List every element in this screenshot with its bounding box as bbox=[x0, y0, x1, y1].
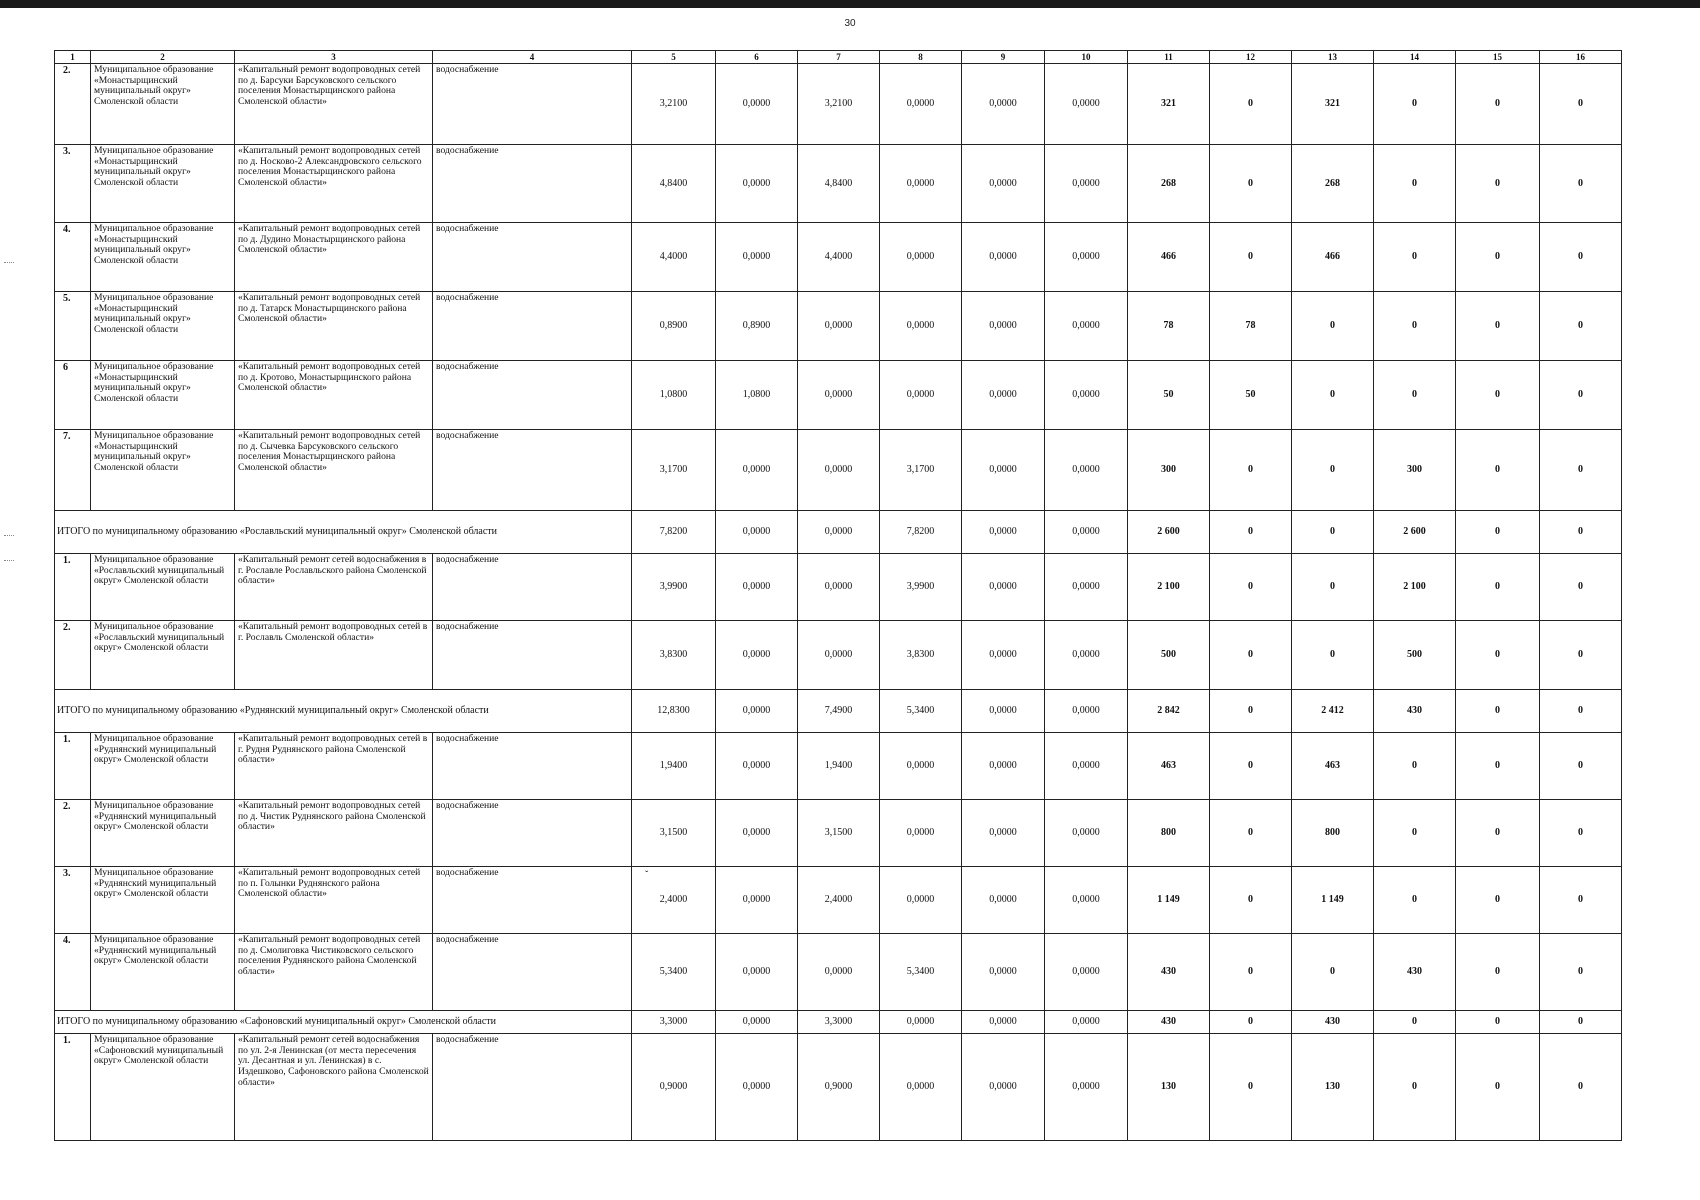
municipality-cell: Муниципальное образование «Руднянский муниципальный округ» Смоленской области bbox=[91, 733, 235, 800]
value-cell: 0 bbox=[1374, 733, 1456, 800]
value-cell: 4,4000 bbox=[798, 223, 880, 292]
value-cell: 466 bbox=[1292, 223, 1374, 292]
value-cell: 3,1700 bbox=[880, 430, 962, 511]
column-header: 5 bbox=[632, 51, 716, 64]
value-cell: 0 bbox=[1540, 145, 1622, 223]
value-cell: 0 bbox=[1540, 800, 1622, 867]
value-cell: 0,0000 bbox=[1045, 511, 1128, 554]
table-row bbox=[55, 554, 1622, 621]
value-cell: 3,8300 bbox=[632, 621, 716, 690]
type-cell: водоснабжение bbox=[433, 934, 632, 1011]
municipality-cell: Муниципальное образование «Рославльский муниципальный округ» Смоленской области bbox=[91, 621, 235, 690]
value-cell: 300 bbox=[1128, 430, 1210, 511]
type-cell: водоснабжение bbox=[433, 361, 632, 430]
value-cell: 0,9000 bbox=[632, 1034, 716, 1141]
row-number: 2. bbox=[55, 64, 91, 145]
table-row bbox=[55, 867, 1622, 934]
value-cell: 0,0000 bbox=[880, 292, 962, 361]
value-cell: 78 bbox=[1210, 292, 1292, 361]
value-cell: 0 bbox=[1210, 621, 1292, 690]
value-cell: 268 bbox=[1292, 145, 1374, 223]
value-cell: 0,0000 bbox=[880, 733, 962, 800]
value-cell: 0,0000 bbox=[798, 361, 880, 430]
value-cell: 0 bbox=[1540, 430, 1622, 511]
value-cell: 0,0000 bbox=[880, 223, 962, 292]
value-cell: 0 bbox=[1456, 64, 1540, 145]
value-cell: 321 bbox=[1292, 64, 1374, 145]
value-cell: 2 100 bbox=[1128, 554, 1210, 621]
object-cell: «Капитальный ремонт сетей водоснабжения по ул. 2-я Ленинская (от места пересечения ул. Десантная и ул. Ленинская) в с. Издешково, Сафоновского района Смоленской области» bbox=[235, 1034, 433, 1141]
object-cell: «Капитальный ремонт водопроводных сетей в г. Рославль Смоленской области» bbox=[235, 621, 433, 690]
value-cell: 800 bbox=[1128, 800, 1210, 867]
column-header-row bbox=[55, 51, 1622, 64]
value-cell: 0,0000 bbox=[962, 690, 1045, 733]
row-number: 7. bbox=[55, 430, 91, 511]
value-cell: 0 bbox=[1210, 430, 1292, 511]
value-cell: 5,3400 bbox=[880, 934, 962, 1011]
municipality-cell: Муниципальное образование «Сафоновский муниципальный округ» Смоленской области bbox=[91, 1034, 235, 1141]
column-header: 12 bbox=[1210, 51, 1292, 64]
type-cell: водоснабжение bbox=[433, 1034, 632, 1141]
municipality-cell: Муниципальное образование «Монастырщинский муниципальный округ» Смоленской области bbox=[91, 223, 235, 292]
value-cell: 0 bbox=[1540, 867, 1622, 934]
value-cell: 0 bbox=[1540, 621, 1622, 690]
value-cell: 0 bbox=[1374, 1011, 1456, 1034]
value-cell: 4,8400 bbox=[798, 145, 880, 223]
value-cell: 0 bbox=[1540, 690, 1622, 733]
value-cell: 0,0000 bbox=[1045, 430, 1128, 511]
value-cell: 0 bbox=[1210, 733, 1292, 800]
total-label: ИТОГО по муниципальному образованию «Рославльский муниципальный округ» Смоленской области bbox=[55, 511, 632, 554]
value-cell: 0,0000 bbox=[716, 690, 798, 733]
table-row bbox=[55, 800, 1622, 867]
total-label: ИТОГО по муниципальному образованию «Сафоновский муниципальный округ» Смоленской области bbox=[55, 1011, 632, 1034]
value-cell: 0 bbox=[1292, 511, 1374, 554]
municipality-cell: Муниципальное образование «Рославльский муниципальный округ» Смоленской области bbox=[91, 554, 235, 621]
value-cell: 0,0000 bbox=[1045, 145, 1128, 223]
row-number: 1. bbox=[55, 733, 91, 800]
municipality-cell: Муниципальное образование «Монастырщинский муниципальный округ» Смоленской области bbox=[91, 292, 235, 361]
value-cell: 0 bbox=[1292, 430, 1374, 511]
value-cell: 7,4900 bbox=[798, 690, 880, 733]
value-cell: 0,0000 bbox=[880, 64, 962, 145]
table-row bbox=[55, 621, 1622, 690]
margin-mark bbox=[4, 560, 14, 561]
object-cell: «Капитальный ремонт водопроводных сетей по п. Голынки Руднянского района Смоленской области» bbox=[235, 867, 433, 934]
type-cell: водоснабжение bbox=[433, 554, 632, 621]
value-cell: 0,0000 bbox=[716, 621, 798, 690]
value-cell: 0,0000 bbox=[1045, 690, 1128, 733]
value-cell: 0 bbox=[1210, 690, 1292, 733]
value-cell: 0,0000 bbox=[962, 361, 1045, 430]
value-cell: 0,0000 bbox=[1045, 621, 1128, 690]
type-cell: водоснабжение bbox=[433, 223, 632, 292]
stray-mark: ˇ bbox=[645, 870, 649, 881]
value-cell: 466 bbox=[1128, 223, 1210, 292]
value-cell: 500 bbox=[1128, 621, 1210, 690]
value-cell: 0,0000 bbox=[716, 554, 798, 621]
total-label: ИТОГО по муниципальному образованию «Руднянский муниципальный округ» Смоленской области bbox=[55, 690, 632, 733]
value-cell: 0 bbox=[1374, 867, 1456, 934]
type-cell: водоснабжение bbox=[433, 800, 632, 867]
value-cell: 2,4000 bbox=[632, 867, 716, 934]
value-cell: 0 bbox=[1456, 361, 1540, 430]
value-cell: 430 bbox=[1374, 934, 1456, 1011]
column-header: 6 bbox=[716, 51, 798, 64]
value-cell: 2 412 bbox=[1292, 690, 1374, 733]
column-header: 14 bbox=[1374, 51, 1456, 64]
object-cell: «Капитальный ремонт водопроводных сетей по д. Сычевка Барсуковского сельского поселения Монастырщинского района Смоленской области» bbox=[235, 430, 433, 511]
value-cell: 0,0000 bbox=[962, 733, 1045, 800]
value-cell: 0,0000 bbox=[716, 64, 798, 145]
value-cell: 0 bbox=[1210, 223, 1292, 292]
value-cell: 0 bbox=[1540, 1034, 1622, 1141]
value-cell: 0 bbox=[1456, 800, 1540, 867]
value-cell: 3,9900 bbox=[880, 554, 962, 621]
value-cell: 0 bbox=[1374, 292, 1456, 361]
margin-mark bbox=[4, 535, 14, 536]
value-cell: 0,0000 bbox=[962, 1011, 1045, 1034]
value-cell: 0,0000 bbox=[962, 800, 1045, 867]
value-cell: 1,9400 bbox=[798, 733, 880, 800]
value-cell: 0,0000 bbox=[1045, 292, 1128, 361]
type-cell: водоснабжение bbox=[433, 292, 632, 361]
value-cell: 0 bbox=[1210, 554, 1292, 621]
value-cell: 130 bbox=[1128, 1034, 1210, 1141]
value-cell: 1 149 bbox=[1128, 867, 1210, 934]
value-cell: 0 bbox=[1374, 64, 1456, 145]
municipality-cell: Муниципальное образование «Руднянский муниципальный округ» Смоленской области bbox=[91, 867, 235, 934]
value-cell: 0 bbox=[1210, 1034, 1292, 1141]
object-cell: «Капитальный ремонт водопроводных сетей по д. Чистик Руднянского района Смоленской области» bbox=[235, 800, 433, 867]
value-cell: 0 bbox=[1456, 1034, 1540, 1141]
total-row bbox=[55, 1011, 1622, 1034]
value-cell: 0 bbox=[1456, 934, 1540, 1011]
object-cell: «Капитальный ремонт водопроводных сетей в г. Рудня Руднянского района Смоленской области» bbox=[235, 733, 433, 800]
value-cell: 0 bbox=[1540, 292, 1622, 361]
value-cell: 5,3400 bbox=[632, 934, 716, 1011]
municipality-cell: Муниципальное образование «Руднянский муниципальный округ» Смоленской области bbox=[91, 934, 235, 1011]
value-cell: 321 bbox=[1128, 64, 1210, 145]
value-cell: 0,0000 bbox=[1045, 361, 1128, 430]
value-cell: 2 600 bbox=[1128, 511, 1210, 554]
value-cell: 4,4000 bbox=[632, 223, 716, 292]
row-number: 2. bbox=[55, 621, 91, 690]
value-cell: 3,1500 bbox=[798, 800, 880, 867]
value-cell: 2 600 bbox=[1374, 511, 1456, 554]
value-cell: 0,0000 bbox=[962, 223, 1045, 292]
value-cell: 0,0000 bbox=[716, 867, 798, 934]
value-cell: 0,0000 bbox=[962, 292, 1045, 361]
municipality-cell: Муниципальное образование «Монастырщинский муниципальный округ» Смоленской области bbox=[91, 361, 235, 430]
value-cell: 0,0000 bbox=[880, 1011, 962, 1034]
type-cell: водоснабжение bbox=[433, 145, 632, 223]
value-cell: 0,0000 bbox=[962, 621, 1045, 690]
value-cell: 0,0000 bbox=[880, 145, 962, 223]
object-cell: «Капитальный ремонт водопроводных сетей по д. Кротово, Монастырщинского района Смоленской области» bbox=[235, 361, 433, 430]
value-cell: 0,0000 bbox=[1045, 800, 1128, 867]
value-cell: 0 bbox=[1456, 621, 1540, 690]
value-cell: 5,3400 bbox=[880, 690, 962, 733]
column-header: 16 bbox=[1540, 51, 1622, 64]
object-cell: «Капитальный ремонт водопроводных сетей по д. Дудино Монастырщинского района Смоленской области» bbox=[235, 223, 433, 292]
value-cell: 78 bbox=[1128, 292, 1210, 361]
value-cell: 50 bbox=[1128, 361, 1210, 430]
value-cell: 50 bbox=[1210, 361, 1292, 430]
value-cell: 0,0000 bbox=[798, 511, 880, 554]
column-header: 11 bbox=[1128, 51, 1210, 64]
type-cell: водоснабжение bbox=[433, 64, 632, 145]
type-cell: водоснабжение bbox=[433, 621, 632, 690]
value-cell: 0 bbox=[1540, 361, 1622, 430]
value-cell: 0 bbox=[1210, 800, 1292, 867]
value-cell: 0 bbox=[1540, 554, 1622, 621]
table-row bbox=[55, 1034, 1622, 1141]
value-cell: 0 bbox=[1456, 430, 1540, 511]
value-cell: 3,3000 bbox=[632, 1011, 716, 1034]
value-cell: 0,0000 bbox=[962, 145, 1045, 223]
value-cell: 1,0800 bbox=[632, 361, 716, 430]
column-header: 4 bbox=[433, 51, 632, 64]
value-cell: 0 bbox=[1540, 934, 1622, 1011]
column-header: 1 bbox=[55, 51, 91, 64]
value-cell: 0 bbox=[1374, 361, 1456, 430]
row-number: 3. bbox=[55, 867, 91, 934]
value-cell: 0 bbox=[1540, 511, 1622, 554]
value-cell: 463 bbox=[1128, 733, 1210, 800]
value-cell: 300 bbox=[1374, 430, 1456, 511]
value-cell: 2,4000 bbox=[798, 867, 880, 934]
value-cell: 0,0000 bbox=[880, 800, 962, 867]
value-cell: 0,0000 bbox=[1045, 934, 1128, 1011]
value-cell: 0,0000 bbox=[962, 554, 1045, 621]
column-header: 8 bbox=[880, 51, 962, 64]
column-header: 3 bbox=[235, 51, 433, 64]
type-cell: водоснабжение bbox=[433, 430, 632, 511]
object-cell: «Капитальный ремонт водопроводных сетей по д. Барсуки Барсуковского сельского поселения Монастырщинского района Смоленской области» bbox=[235, 64, 433, 145]
total-row bbox=[55, 690, 1622, 733]
value-cell: 0,0000 bbox=[962, 1034, 1045, 1141]
value-cell: 430 bbox=[1128, 934, 1210, 1011]
value-cell: 0 bbox=[1540, 733, 1622, 800]
value-cell: 1 149 bbox=[1292, 867, 1374, 934]
value-cell: 463 bbox=[1292, 733, 1374, 800]
value-cell: 0,0000 bbox=[880, 867, 962, 934]
value-cell: 800 bbox=[1292, 800, 1374, 867]
value-cell: 0,0000 bbox=[716, 800, 798, 867]
margin-mark bbox=[4, 262, 14, 263]
value-cell: 0 bbox=[1210, 145, 1292, 223]
value-cell: 3,8300 bbox=[880, 621, 962, 690]
column-header: 10 bbox=[1045, 51, 1128, 64]
row-number: 4. bbox=[55, 934, 91, 1011]
value-cell: 130 bbox=[1292, 1034, 1374, 1141]
value-cell: 0,0000 bbox=[716, 145, 798, 223]
row-number: 1. bbox=[55, 1034, 91, 1141]
value-cell: 0,0000 bbox=[962, 64, 1045, 145]
value-cell: 0,0000 bbox=[1045, 223, 1128, 292]
table-row bbox=[55, 430, 1622, 511]
value-cell: 0 bbox=[1456, 690, 1540, 733]
value-cell: 0 bbox=[1456, 1011, 1540, 1034]
object-cell: «Капитальный ремонт сетей водоснабжения в г. Рославле Рославльского района Смоленской области» bbox=[235, 554, 433, 621]
value-cell: 0 bbox=[1292, 292, 1374, 361]
row-number: 5. bbox=[55, 292, 91, 361]
type-cell: водоснабжение bbox=[433, 733, 632, 800]
value-cell: 0 bbox=[1456, 733, 1540, 800]
column-header: 9 bbox=[962, 51, 1045, 64]
object-cell: «Капитальный ремонт водопроводных сетей по д. Смолиговка Чистиковского сельского поселения Руднянского района Смоленской области» bbox=[235, 934, 433, 1011]
value-cell: 0,0000 bbox=[716, 1034, 798, 1141]
value-cell: 0,0000 bbox=[716, 733, 798, 800]
value-cell: 430 bbox=[1292, 1011, 1374, 1034]
table-row bbox=[55, 733, 1622, 800]
value-cell: 0 bbox=[1292, 621, 1374, 690]
value-cell: 0 bbox=[1456, 145, 1540, 223]
value-cell: 0,0000 bbox=[880, 1034, 962, 1141]
municipality-cell: Муниципальное образование «Монастырщинский муниципальный округ» Смоленской области bbox=[91, 145, 235, 223]
value-cell: 0,0000 bbox=[1045, 64, 1128, 145]
municipality-cell: Муниципальное образование «Руднянский муниципальный округ» Смоленской области bbox=[91, 800, 235, 867]
value-cell: 0,8900 bbox=[716, 292, 798, 361]
value-cell: 0 bbox=[1540, 1011, 1622, 1034]
value-cell: 0,0000 bbox=[1045, 1011, 1128, 1034]
value-cell: 0,0000 bbox=[798, 430, 880, 511]
value-cell: 12,8300 bbox=[632, 690, 716, 733]
type-cell: водоснабжение bbox=[433, 867, 632, 934]
value-cell: 4,8400 bbox=[632, 145, 716, 223]
value-cell: 268 bbox=[1128, 145, 1210, 223]
row-number: 2. bbox=[55, 800, 91, 867]
value-cell: 0 bbox=[1210, 64, 1292, 145]
table-row bbox=[55, 292, 1622, 361]
value-cell: 0,0000 bbox=[880, 361, 962, 430]
total-row bbox=[55, 511, 1622, 554]
row-number: 4. bbox=[55, 223, 91, 292]
value-cell: 3,3000 bbox=[798, 1011, 880, 1034]
value-cell: 0 bbox=[1374, 800, 1456, 867]
value-cell: 0,0000 bbox=[798, 292, 880, 361]
value-cell: 0,0000 bbox=[962, 430, 1045, 511]
value-cell: 0,0000 bbox=[1045, 867, 1128, 934]
value-cell: 1,0800 bbox=[716, 361, 798, 430]
row-number: 3. bbox=[55, 145, 91, 223]
value-cell: 0,9000 bbox=[798, 1034, 880, 1141]
municipality-cell: Муниципальное образование «Монастырщинский муниципальный округ» Смоленской области bbox=[91, 430, 235, 511]
value-cell: 3,1500 bbox=[632, 800, 716, 867]
budget-table bbox=[54, 50, 1622, 1141]
value-cell: 0 bbox=[1374, 1034, 1456, 1141]
column-header: 2 bbox=[91, 51, 235, 64]
value-cell: 0,0000 bbox=[1045, 733, 1128, 800]
value-cell: 430 bbox=[1374, 690, 1456, 733]
value-cell: 0 bbox=[1456, 867, 1540, 934]
value-cell: 0,0000 bbox=[716, 511, 798, 554]
top-border-bar bbox=[0, 0, 1700, 8]
column-header: 13 bbox=[1292, 51, 1374, 64]
value-cell: 0 bbox=[1292, 361, 1374, 430]
value-cell: 0,0000 bbox=[716, 934, 798, 1011]
row-number: 1. bbox=[55, 554, 91, 621]
column-header: 7 bbox=[798, 51, 880, 64]
value-cell: 0,0000 bbox=[798, 554, 880, 621]
value-cell: 3,2100 bbox=[632, 64, 716, 145]
value-cell: 0,0000 bbox=[716, 223, 798, 292]
object-cell: «Капитальный ремонт водопроводных сетей по д. Татарск Монастырщинского района Смоленской области» bbox=[235, 292, 433, 361]
value-cell: 3,9900 bbox=[632, 554, 716, 621]
object-cell: «Капитальный ремонт водопроводных сетей по д. Носково-2 Александровского сельского поселения Монастырщинского района Смоленской области» bbox=[235, 145, 433, 223]
value-cell: 0,0000 bbox=[798, 934, 880, 1011]
value-cell: 0 bbox=[1540, 64, 1622, 145]
value-cell: 0 bbox=[1210, 511, 1292, 554]
value-cell: 0 bbox=[1540, 223, 1622, 292]
value-cell: 0 bbox=[1292, 554, 1374, 621]
municipality-cell: Муниципальное образование «Монастырщинский муниципальный округ» Смоленской области bbox=[91, 64, 235, 145]
value-cell: 0 bbox=[1292, 934, 1374, 1011]
table-row bbox=[55, 361, 1622, 430]
table-row bbox=[55, 64, 1622, 145]
value-cell: 7,8200 bbox=[632, 511, 716, 554]
value-cell: 0,0000 bbox=[716, 430, 798, 511]
row-number: 6 bbox=[55, 361, 91, 430]
value-cell: 0 bbox=[1210, 934, 1292, 1011]
table-row bbox=[55, 145, 1622, 223]
value-cell: 7,8200 bbox=[880, 511, 962, 554]
value-cell: 0 bbox=[1456, 554, 1540, 621]
value-cell: 0,0000 bbox=[1045, 1034, 1128, 1141]
table-row bbox=[55, 223, 1622, 292]
value-cell: 0 bbox=[1210, 1011, 1292, 1034]
page-number: 30 bbox=[844, 18, 856, 29]
value-cell: 0,0000 bbox=[716, 1011, 798, 1034]
value-cell: 2 842 bbox=[1128, 690, 1210, 733]
value-cell: 3,1700 bbox=[632, 430, 716, 511]
value-cell: 0,0000 bbox=[1045, 554, 1128, 621]
value-cell: 0 bbox=[1456, 223, 1540, 292]
value-cell: 0 bbox=[1210, 867, 1292, 934]
value-cell: 430 bbox=[1128, 1011, 1210, 1034]
value-cell: 1,9400 bbox=[632, 733, 716, 800]
value-cell: 0 bbox=[1456, 511, 1540, 554]
value-cell: 0,0000 bbox=[962, 867, 1045, 934]
value-cell: 0,0000 bbox=[962, 934, 1045, 1011]
value-cell: 0 bbox=[1374, 223, 1456, 292]
value-cell: 0,0000 bbox=[962, 511, 1045, 554]
table-row bbox=[55, 934, 1622, 1011]
value-cell: 0 bbox=[1374, 145, 1456, 223]
value-cell: 2 100 bbox=[1374, 554, 1456, 621]
value-cell: 0,0000 bbox=[798, 621, 880, 690]
value-cell: 0,8900 bbox=[632, 292, 716, 361]
column-header: 15 bbox=[1456, 51, 1540, 64]
value-cell: 0 bbox=[1456, 292, 1540, 361]
value-cell: 3,2100 bbox=[798, 64, 880, 145]
value-cell: 500 bbox=[1374, 621, 1456, 690]
